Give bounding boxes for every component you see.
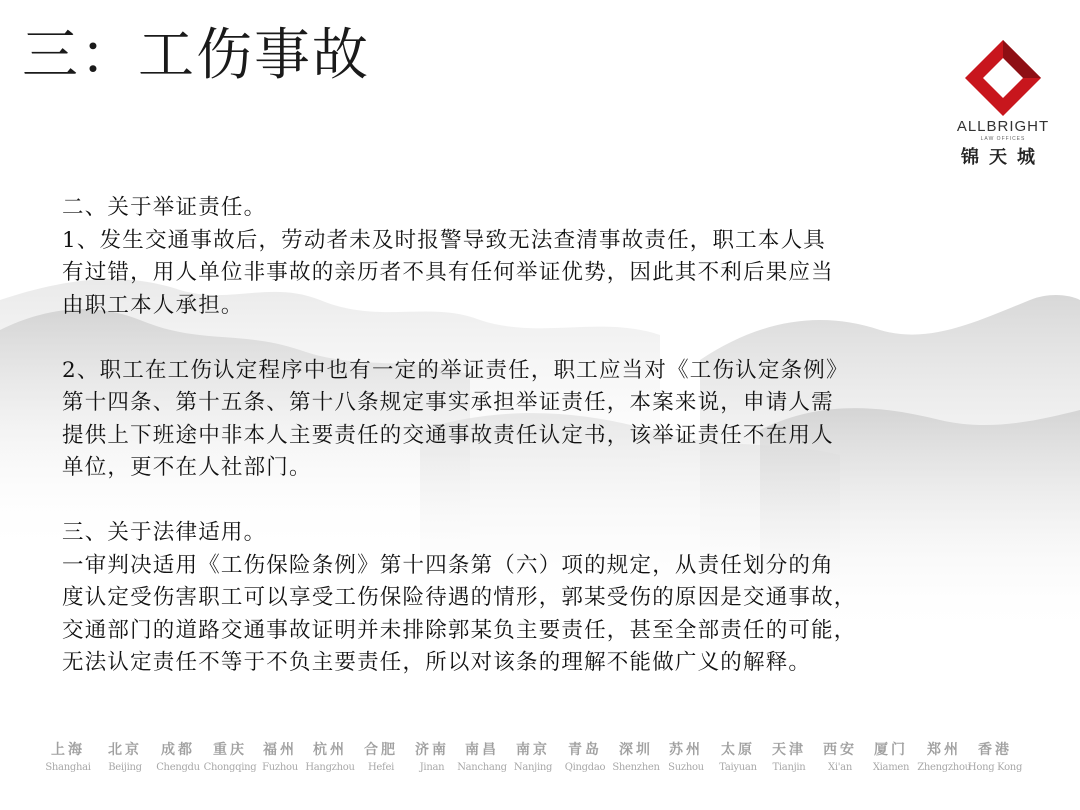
body-line: 二、关于举证责任。 — [62, 195, 267, 220]
city-en: Tianjin — [772, 762, 806, 773]
city-en: Taiyuan — [719, 762, 757, 773]
city-cn: 郑州 — [927, 742, 961, 758]
city-en: Nanjing — [513, 762, 553, 773]
city-en: Hangzhou — [305, 762, 355, 773]
logo-name: ALLBRIGHT — [956, 118, 1050, 135]
body-line: 三、关于法律适用。 — [62, 520, 267, 545]
body-line: 提供上下班途中非本人主要责任的交通事故责任认定书，该举证责任不在用人 — [62, 422, 834, 448]
body-line: 无法认定责任不等于不负主要责任，所以对该条的理解不能做广义的解释。 — [62, 650, 812, 675]
city-cn: 杭州 — [313, 742, 347, 758]
city-cn: 香港 — [978, 742, 1012, 758]
body-text — [62, 192, 1022, 680]
city-en: Xiamen — [872, 762, 910, 773]
city-cn: 西安 — [823, 742, 857, 758]
body-line: 有过错，用人单位非事故的亲历者不具有任何举证优势，因此其不利后果应当 — [62, 260, 834, 285]
city-en: Qingdao — [564, 762, 606, 773]
city-cn: 深圳 — [619, 742, 653, 758]
city-en: Zhengzhou — [917, 762, 971, 773]
logo-chinese-name: 锦天城 — [961, 147, 1045, 168]
city-cn: 苏州 — [669, 742, 703, 758]
city-cn: 重庆 — [213, 742, 247, 758]
city-cn: 合肥 — [364, 742, 398, 758]
logo-subtitle: LAW OFFICES — [980, 136, 1026, 142]
city-cn: 厦门 — [874, 742, 908, 758]
city-en: Shanghai — [45, 762, 91, 773]
city-en: Hefei — [368, 762, 394, 773]
city-hongkong — [955, 740, 1035, 776]
city-en: Nanchang — [457, 762, 507, 773]
body-line: 交通部门的道路交通事故证明并未排除郭某负主要责任，甚至全部责任的可能， — [62, 617, 857, 643]
city-cn: 北京 — [108, 742, 142, 758]
city-en: Shenzhen — [612, 762, 660, 773]
allbright-diamond-logo-icon — [963, 38, 1043, 118]
body-line: 1、发生交通事故后，劳动者未及时报警导致无法查清事故责任，职工本人具 — [62, 227, 826, 253]
body-line: 一审判决适用《工伤保险条例》第十四条第（六）项的规定，从责任划分的角 — [62, 552, 834, 578]
city-cn: 上海 — [51, 742, 85, 758]
city-en: Suzhou — [668, 762, 704, 773]
city-cn: 天津 — [772, 742, 806, 758]
office-cities-footer — [40, 740, 1040, 780]
body-line: 单位，更不在人社部门。 — [62, 455, 312, 480]
city-en: Fuzhou — [262, 762, 298, 773]
city-cn: 太原 — [721, 742, 755, 758]
paragraph-gap — [62, 485, 1022, 518]
city-en: Jinan — [419, 762, 445, 773]
body-line: 度认定受伤害职工可以享受工伤保险待遇的情形，郭某受伤的原因是交通事故， — [62, 585, 857, 610]
city-en: Hong Kong — [967, 762, 1023, 773]
city-en: Beijing — [108, 762, 142, 773]
city-cn: 济南 — [415, 742, 449, 758]
city-en: Chengdu — [156, 762, 200, 773]
city-en: Chongqing — [203, 762, 257, 773]
city-cn: 福州 — [263, 742, 297, 758]
paragraph-gap — [62, 322, 1022, 355]
city-cn: 青岛 — [568, 742, 602, 758]
allbright-logo — [938, 38, 1068, 168]
body-line: 第十四条、第十五条、第十八条规定事实承担举证责任，本案来说，申请人需 — [62, 390, 834, 415]
slide-title: 三：工伤事故 — [22, 23, 370, 88]
body-line: 由职工本人承担。 — [62, 292, 244, 318]
city-cn: 南昌 — [465, 742, 499, 758]
city-en: Xi'an — [828, 762, 852, 773]
body-line: 2、职工在工伤认定程序中也有一定的举证责任，职工应当对《工伤认定条例》 — [62, 357, 849, 383]
city-cn: 南京 — [516, 742, 550, 758]
city-cn: 成都 — [161, 742, 195, 758]
